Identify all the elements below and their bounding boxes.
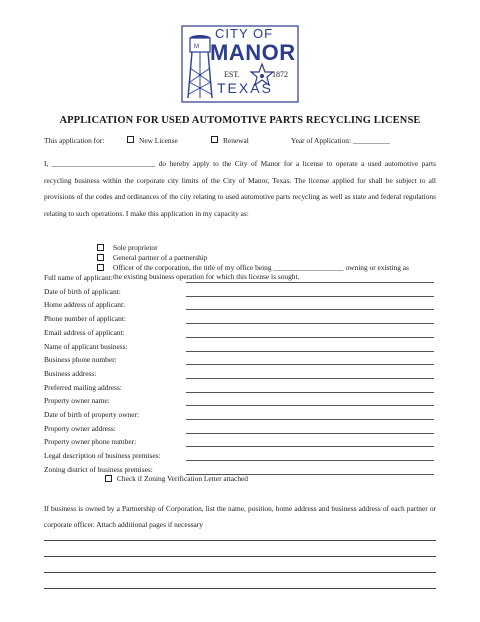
field-input-line[interactable] bbox=[186, 323, 434, 324]
corporate-officer-label-line2: the existing business operation for which this license is sought. bbox=[113, 272, 300, 281]
field-label: Email address of applicant: bbox=[44, 327, 125, 337]
corporate-officer-checkbox[interactable] bbox=[97, 264, 104, 271]
field-input-line[interactable] bbox=[186, 433, 434, 434]
field-input-line[interactable] bbox=[186, 282, 434, 283]
field-input-line[interactable] bbox=[186, 419, 434, 420]
partner-entry-line[interactable] bbox=[44, 588, 436, 589]
partner-entry-line[interactable] bbox=[44, 540, 436, 541]
logo-city-of-text: CITY OF bbox=[215, 26, 274, 41]
logo-texas-text: TEXAS bbox=[217, 80, 273, 96]
field-label: Zoning district of business premises: bbox=[44, 464, 153, 474]
field-input-line[interactable] bbox=[186, 446, 434, 447]
zoning-letter-label: Check if Zoning Verification Letter attached bbox=[117, 474, 248, 483]
field-input-line[interactable] bbox=[186, 405, 434, 406]
field-label: Business phone number: bbox=[44, 355, 117, 365]
field-label: Full name of applicant: bbox=[44, 273, 113, 282]
new-license-label: New License bbox=[139, 136, 178, 145]
field-label: Phone number of applicant: bbox=[44, 314, 126, 324]
partner-entry-line[interactable] bbox=[44, 556, 436, 557]
logo-year-text: 1872 bbox=[272, 70, 288, 79]
partnership-note: If business is owned by a Partnership of Corporation, list the name, position, home address and business address of each partner or corporate officer. Attach additional pages if necessary bbox=[44, 504, 436, 529]
declaration-paragraph: I, ____________________________ do hereby apply to the City of Manor for a license to operate a used automotive parts recycling business within the corporate city limits of the City of Manor, Texas. The license applied for shall be subject to all provisions of the codes and ordinances of the city relating to used automotive parts recycling as well as state and federal regulations relating to such operations. I make this application in my capacity as: bbox=[44, 159, 436, 218]
year-of-application-field[interactable]: Year of Application: __________ bbox=[291, 136, 390, 145]
field-label: Legal description of business premises: bbox=[44, 451, 161, 461]
field-input-line[interactable] bbox=[186, 337, 434, 338]
field-label: Date of birth of property owner: bbox=[44, 410, 140, 419]
field-label: Property owner phone number: bbox=[44, 437, 137, 447]
field-label: Property owner name: bbox=[44, 396, 110, 406]
application-for-label: This application for: bbox=[44, 136, 105, 145]
partner-entry-line[interactable] bbox=[44, 572, 436, 573]
renewal-checkbox[interactable] bbox=[211, 136, 218, 143]
field-input-line[interactable] bbox=[186, 364, 434, 365]
general-partner-checkbox[interactable] bbox=[97, 254, 104, 261]
field-label: Home address of applicant: bbox=[44, 300, 126, 310]
field-label: Business address: bbox=[44, 368, 97, 378]
logo-manor-text: MANOR bbox=[210, 40, 296, 65]
field-input-line[interactable] bbox=[186, 296, 434, 297]
field-label: Property owner address: bbox=[44, 423, 116, 433]
field-label: Preferred mailing address: bbox=[44, 382, 122, 392]
field-input-line[interactable] bbox=[186, 392, 434, 393]
form-title: APPLICATION FOR USED AUTOMOTIVE PARTS RECYCLING LICENSE bbox=[59, 115, 421, 126]
field-input-line[interactable] bbox=[186, 351, 434, 352]
field-input-line[interactable] bbox=[186, 378, 434, 379]
sole-proprietor-label: Sole proprietor bbox=[113, 243, 158, 252]
field-input-line[interactable] bbox=[186, 309, 434, 310]
sole-proprietor-checkbox[interactable] bbox=[97, 244, 104, 251]
new-license-checkbox[interactable] bbox=[127, 136, 134, 143]
general-partner-label: General partner of a partnership bbox=[113, 253, 208, 262]
field-input-line[interactable] bbox=[186, 460, 434, 461]
svg-text:M: M bbox=[194, 44, 199, 50]
field-label: Date of birth of applicant: bbox=[44, 286, 121, 296]
field-label: Name of applicant business: bbox=[44, 341, 128, 351]
renewal-label: Renewal bbox=[223, 136, 249, 145]
zoning-letter-checkbox[interactable] bbox=[105, 475, 112, 482]
corporate-officer-label-line1: Officer of the corporation, the title of my office being ___________________ owning or existing as bbox=[113, 263, 409, 272]
logo-est-text: EST. bbox=[224, 70, 240, 79]
